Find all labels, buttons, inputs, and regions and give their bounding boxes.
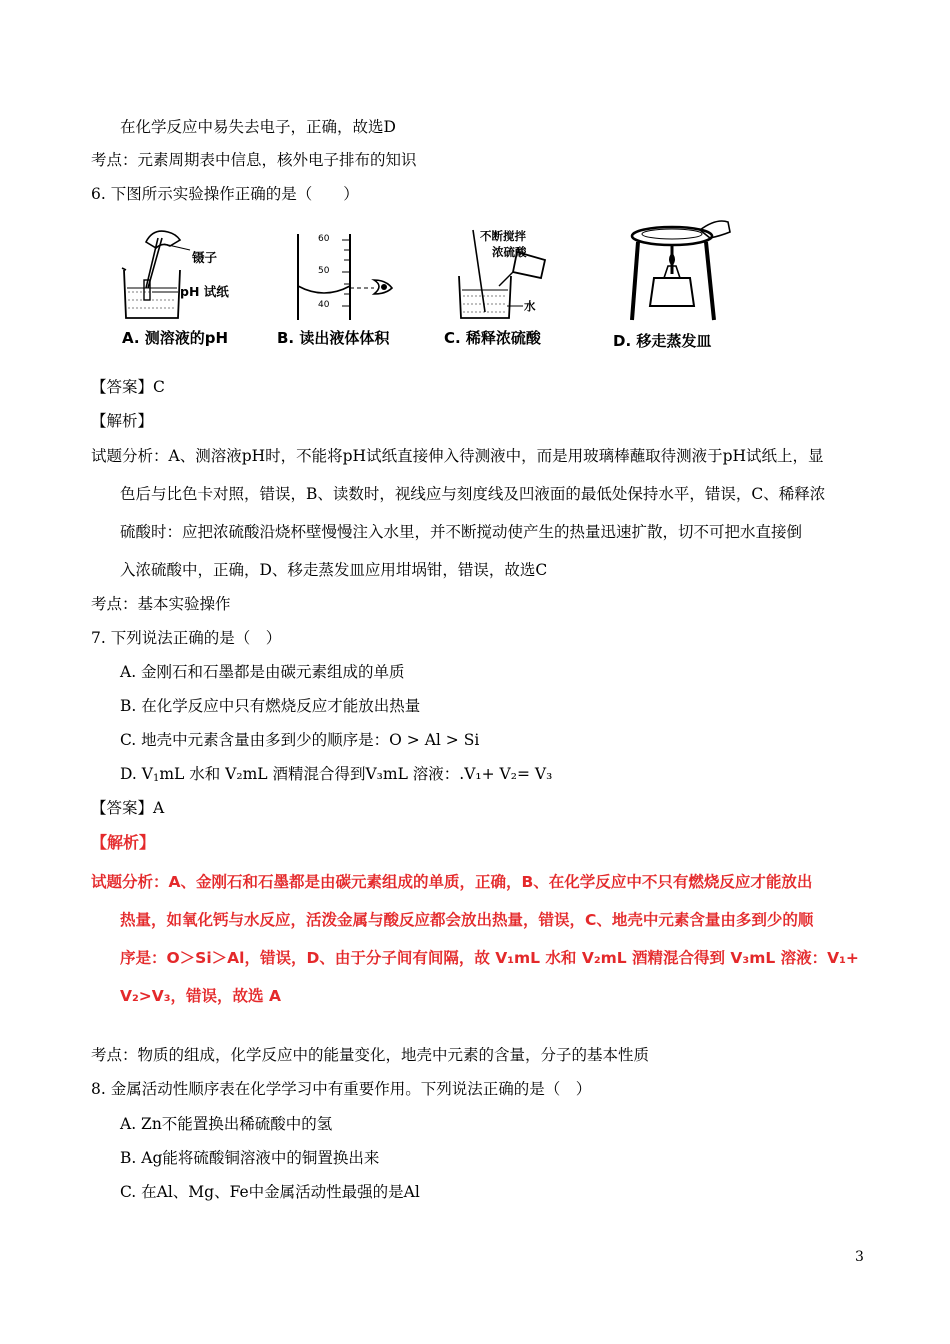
q5-explanation-tail: 在化学反应中易失去电子，正确，故选D xyxy=(120,118,396,136)
figure-b-caption: B. 读出液体体积 xyxy=(277,329,390,347)
q7-option-a: A. 金刚石和石墨都是由碳元素组成的单质 xyxy=(120,663,405,681)
q6-analysis-title: 【解析】 xyxy=(91,412,154,430)
page-number: 3 xyxy=(855,1249,864,1265)
figure-d-caption: D. 移走蒸发皿 xyxy=(613,332,712,350)
figure-a-caption: A. 测溶液的pH xyxy=(122,329,229,347)
q7-option-d: D. $V_1mL$ 水和 V₂mL 酒精混合得到V₃mL 溶液：.V₁+ V₂= V₃ xyxy=(120,765,553,784)
figure-d-evaporating-dish xyxy=(624,214,734,324)
q8-option-b: B. Ag能将硫酸铜溶液中的铜置换出来 xyxy=(120,1149,380,1167)
q5-knowledge-point: 考点：元素周期表中信息，核外电子排布的知识 xyxy=(91,151,417,169)
figure-c-label-stir: 不断搅拌 xyxy=(480,229,526,243)
figure-b-tick-60: 60 xyxy=(318,234,330,244)
q8-option-a: A. Zn不能置换出稀硫酸中的氢 xyxy=(120,1115,333,1133)
figure-b-tick-40: 40 xyxy=(318,300,330,310)
q6-analysis-line-3: 硫酸时：应把浓硫酸沿烧杯壁慢慢注入水里，并不断搅动使产生的热量迅速扩散，切不可把水直接倒 xyxy=(120,523,803,541)
q6-knowledge-point: 考点：基本实验操作 xyxy=(91,595,231,613)
figure-c-label-water: 水 xyxy=(524,299,536,313)
q7-analysis-title: 【解析】 xyxy=(91,833,156,852)
q7-stem: 7. 下列说法正确的是（ ） xyxy=(91,629,282,647)
q7-analysis-line-2: 热量，如氧化钙与水反应，活泼金属与酸反应都会放出热量，错误，C、地壳中元素含量由多到少的顺 xyxy=(120,911,814,929)
figure-a-label-tweezers: 镊子 xyxy=(192,250,218,265)
figure-b-cylinder-reading xyxy=(292,228,402,323)
figure-a-label-ph-paper: pH 试纸 xyxy=(180,284,229,299)
q7-option-d-rest: mL 水和 V₂mL 酒精混合得到V₃mL 溶液：.V₁+ V₂= V₃ xyxy=(159,765,553,783)
figure-b-tick-50: 50 xyxy=(318,266,330,276)
figure-a-drawing xyxy=(118,222,248,322)
q7-knowledge-point: 考点：物质的组成，化学反应中的能量变化，地壳中元素的含量，分子的基本性质 xyxy=(91,1046,650,1064)
figure-b-drawing xyxy=(292,228,402,323)
q6-answer: 【答案】C xyxy=(91,378,165,396)
q7-option-c: C. 地壳中元素含量由多到少的顺序是：O > Al > Si xyxy=(120,731,480,749)
figure-c-label-acid: 浓硫酸 xyxy=(492,245,527,259)
q6-analysis-line-1: 试题分析：A、测溶液pH时，不能将pH试纸直接伸入待测液中，而是用玻璃棒蘸取待测液于pH试纸上，显 xyxy=(91,447,824,465)
q7-option-d-prefix: D. V xyxy=(120,765,153,783)
figure-a-ph-test xyxy=(118,222,248,322)
figure-d-drawing xyxy=(624,214,734,324)
q6-analysis-line-2: 色后与比色卡对照，错误，B、读数时，视线应与刻度线及凹液面的最低处保持水平，错误，C、稀释浓 xyxy=(120,485,826,503)
figure-c-caption: C. 稀释浓硫酸 xyxy=(444,329,541,347)
q6-analysis-line-4: 入浓硫酸中，正确，D、移走蒸发皿应用坩埚钳，错误，故选C xyxy=(120,561,548,579)
q7-answer: 【答案】A xyxy=(91,799,165,817)
q8-option-c: C. 在Al、Mg、Fe中金属活动性最强的是Al xyxy=(120,1183,420,1201)
q8-stem: 8. 金属活动性顺序表在化学学习中有重要作用。下列说法正确的是（ ） xyxy=(91,1080,592,1098)
q7-analysis-line-3: 序是：O＞Si＞Al，错误，D、由于分子间有间隔，故 V₁mL 水和 V₂mL 酒精混合得到 V₃mL 溶液：V₁+ xyxy=(120,949,859,967)
q7-option-b: B. 在化学反应中只有燃烧反应才能放出热量 xyxy=(120,697,421,715)
q7-analysis-line-4: V₂>V₃，错误，故选 A xyxy=(120,987,281,1005)
q6-stem: 6. 下图所示实验操作正确的是（ ） xyxy=(91,185,359,203)
q7-analysis-line-1: 试题分析：A、金刚石和石墨都是由碳元素组成的单质，正确，B、在化学反应中不只有燃烧反应才能放出 xyxy=(91,873,813,891)
